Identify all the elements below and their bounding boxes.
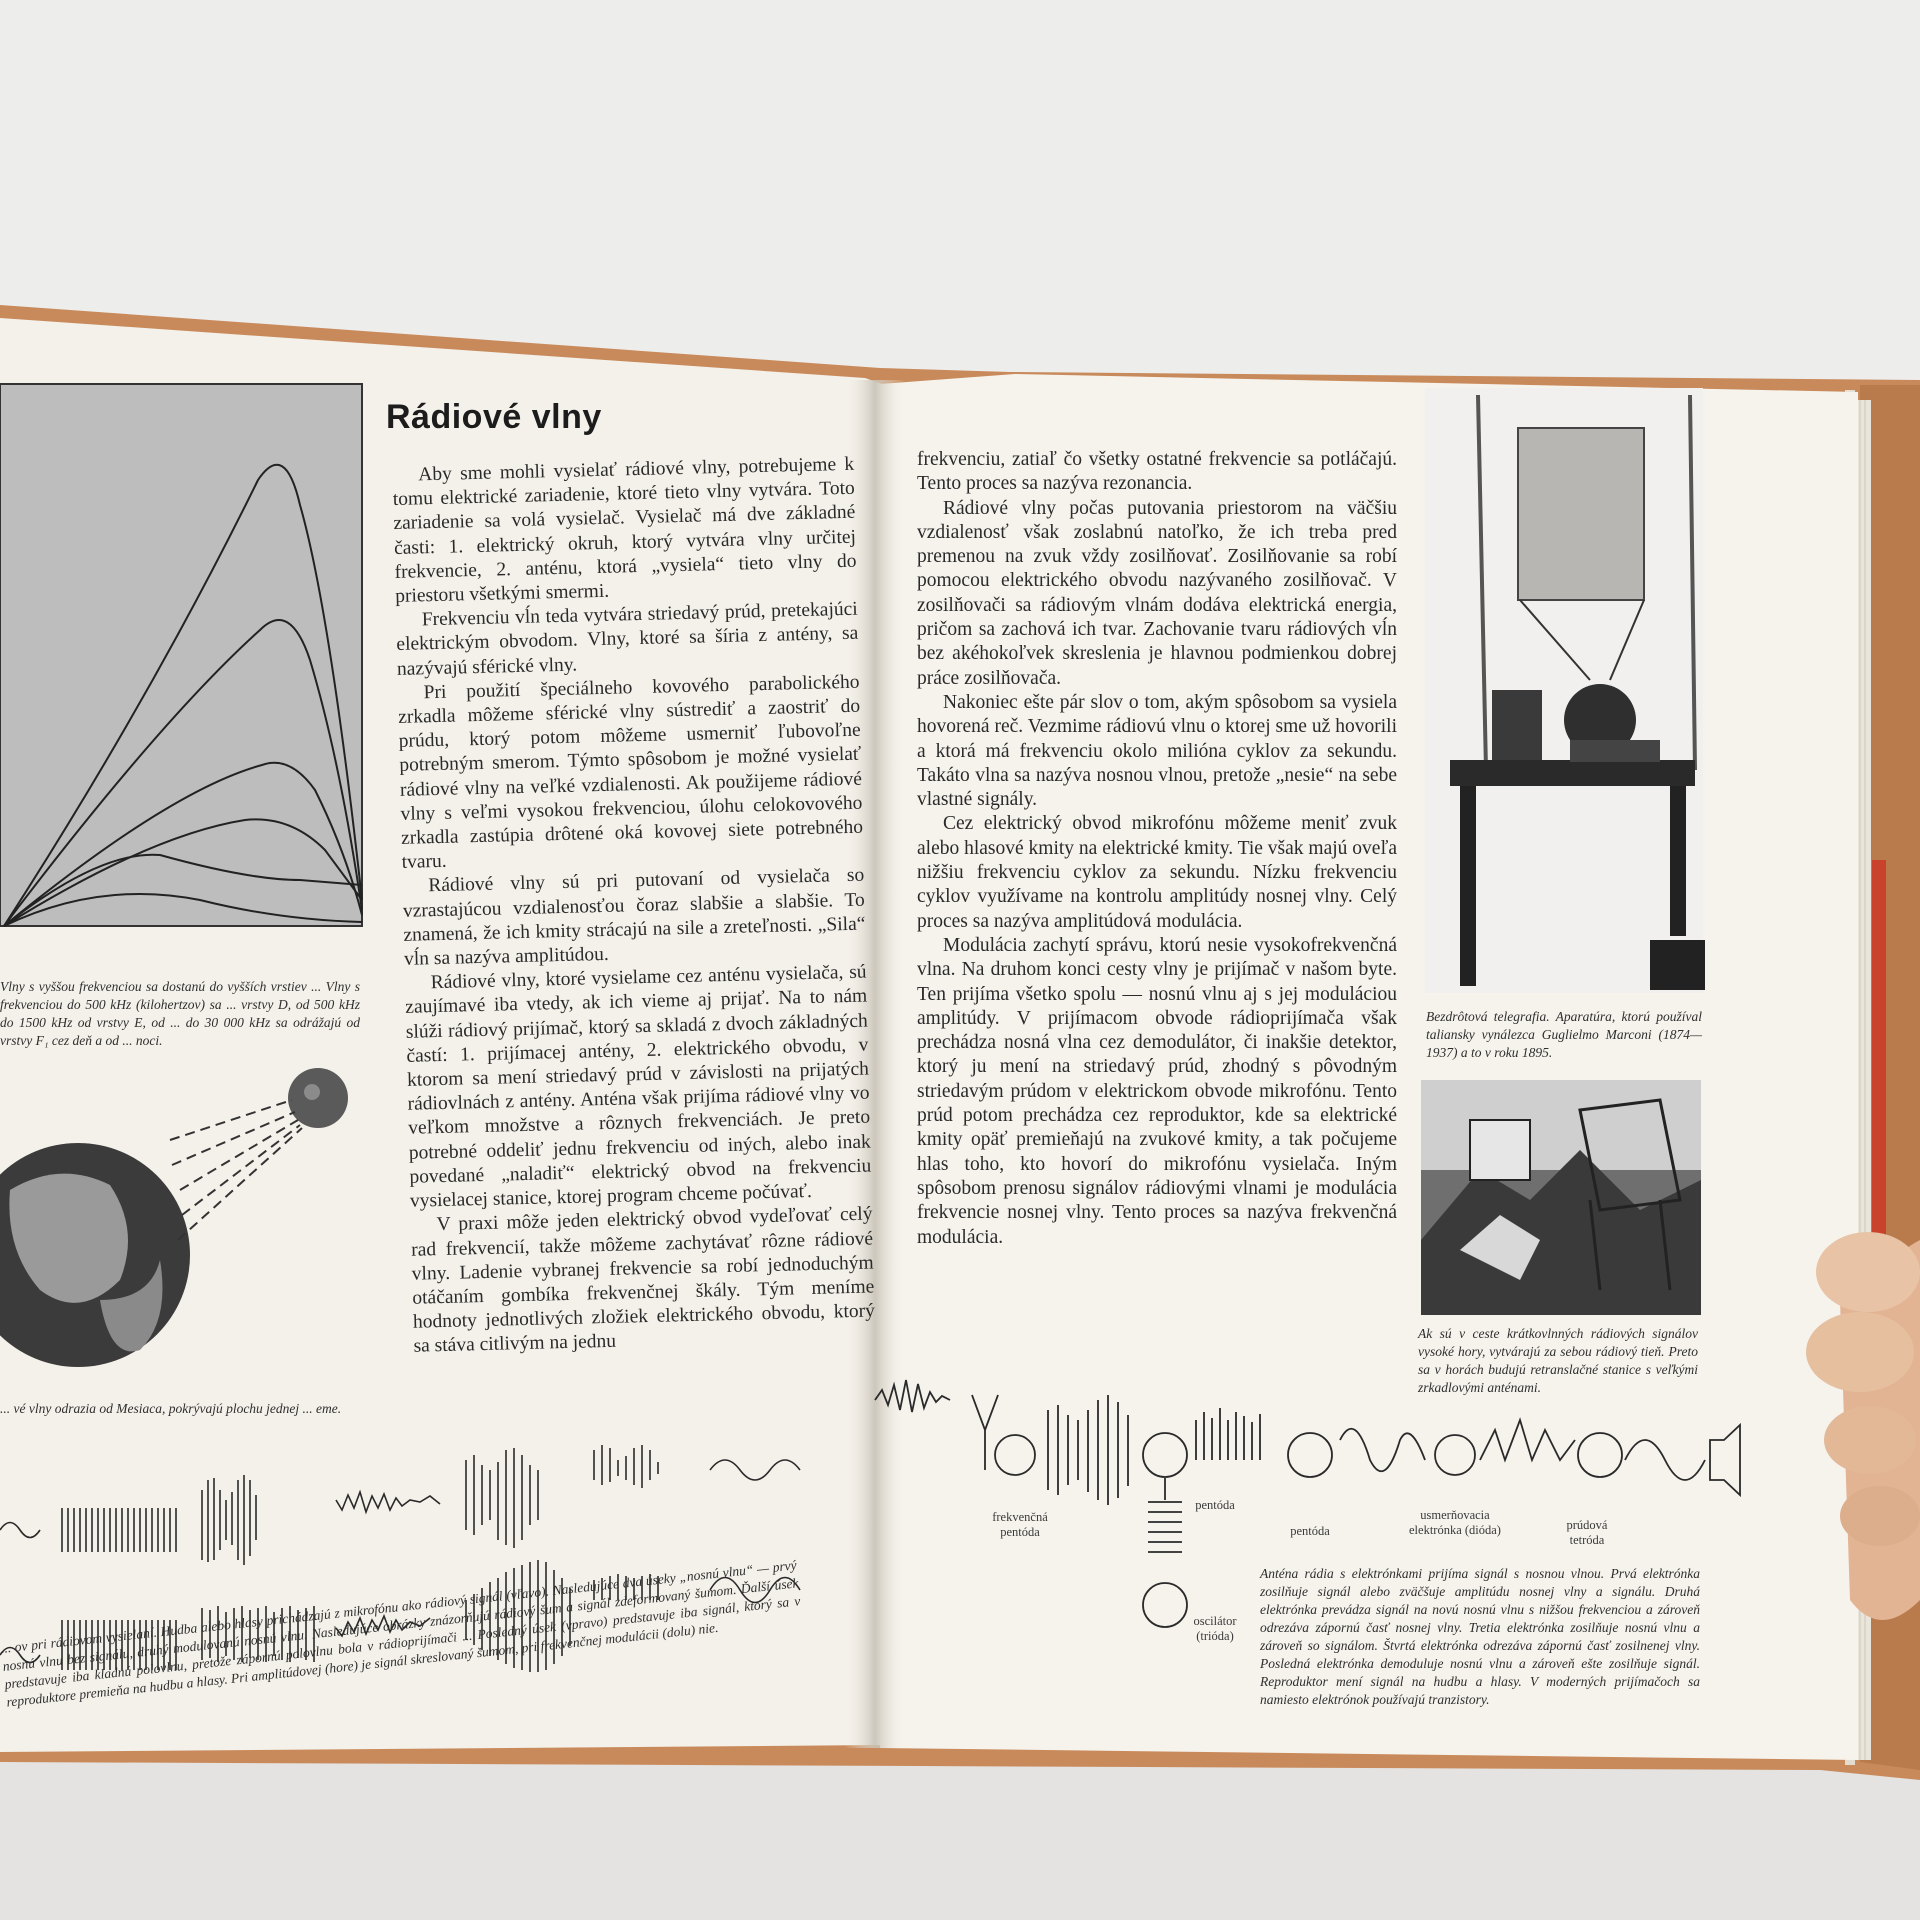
tower-caption: Ak sú v ceste krátkovlnných rádiových signálov vysoké hory, vytvárajú za sebou rádiový tieň. Preto sa v horách budujú retranslačné stanice s veľkými zrkadlovými anténami. [1418, 1326, 1698, 1395]
section-heading: Rádiové vlny [386, 398, 602, 436]
modulation-caption: ... ov pri rádiovom vysielaní. Hudba alebo hlasy prichádzajú z mikrofónu ako rádiový signál (vľavo). Nasledujúce dva úseky „nosnú vlnu“ — prvý nosnú vlnu bez signálu, druhý modulovanú nosnú vlnu. Nasledujúce obrázky znázorňujú rádiový šum a signál zdeformovaný šumom. Ďalší úsek predstavuje iba kladnú polovlnu, pretože zápornú polovlnu bola v rádioprijímači ... Posledný úsek (vpravo) predstavuje iba signál, ktorý sa v reproduktore premieňa na hudbu a hlasy. Pri amplitúdovej (hore) je signál skreslovaný šumom, pri frekvenčnej modulácii (dolu) nie. [0, 1557, 802, 1710]
label-usmernovacia-elektronka: usmerňovacia elektrónka (dióda) [1409, 1508, 1501, 1537]
paragraph: Rádiové vlny počas putovania priestorom na väčšiu vzdialenosť však zoslabnú natoľko, že ich treba pred premenou na zvuk vždy zosilňovať. Zosilňovanie sa robí pomocou elektrického obvodu nazývaného zosilňovač. V zosilňovači sa rádiovým vlnám dodáva elektrická energia, pričom sa zachová ich tvar. Zachovanie tvaru rádiových vĺn bez akéhokoľvek skreslenia je hlavnou podmienkou dobrej práce zosilňovača. [917, 497, 1397, 689]
paragraph: Rádiové vlny sú pri putovaní od vysielača so vzrastajúcou vzdialenosťou čoraz slabšie a slabšie. To znamená, že ich kmity strácajú na sile a zreteľnosti. „Sila“ vĺn sa nazýva amplitúdou. [402, 865, 866, 970]
paragraph: Nakoniec ešte pár slov o tom, akým spôsobom sa vysiela hovorená reč. Vezmime rádiovú vlnu o ktorej sme už hovorili a ktorá má frekvenciu okolo milióna cyklov za sekundu. Takáto vlna sa nazýva nosnou vlnou, pretože „nesie“ na sebe vlastné signály. [917, 691, 1397, 811]
paragraph: Modulácia zachytí správu, ktorú nesie vysokofrekvenčná vlna. Na druhom konci cesty vlny je prijímač v našom byte. Ten prijíma všetko spolu — nosnú vlnu aj s jej moduláciou amplitúdy. V prijímacom obvode rádioprijímača však prechádza nosná vlna cez demodulátor, či inakšie detektor, ktorý ju mení na striedavý prúd, zhodný s pôvodným striedavým prúdom v elektrickom obvode mikrofónu. Tento prúd potom prechádza cez reproduktor, kde sa elektrické kmity opäť premieňajú na zvukové kmity, a tak počujeme hlas toho, kto hovorí do mikrofónu vysielača. Iným spôsobom prenosu signálov rádiovými vlnami je modulácia frekvencie nosnej vlny. Tento proces sa nazýva frekvenčná modulácia. [917, 934, 1397, 1248]
mountain-relay-station-photo [1421, 1080, 1701, 1315]
marconi-telegraph-photo [1425, 388, 1705, 993]
ionosphere-caption: Vlny s vyššou frekvenciou sa dostanú do vyšších vrstiev ... Vlny s frekvenciou do 500 kHz (kilohertzov) sa ... vrstvy D, od 500 kHz do 1500 kHz od vrstvy E, od ... do 30 000 kHz sa odrážajú od vrstvy F₁ cez deň a od ... noci. [0, 979, 360, 1048]
receiver-caption: Anténa rádia s elektrónkami prijíma signál s nosnou vlnou. Prvá elektrónka zosilňuje signál alebo zväčšuje amplitúdu nosnej vlny a signálu. Druhá elektrónka prevádza signál na novú nosnú vlnu s nižšou frekvenciou a zároveň odrezáva zápornú časť nosnej vlny. Tretia elektrónka zosilňuje nosnú vlnu a zároveň so signálom. Štvrtá elektrónka odrezáva zápornú časť zosilnenej vlny. Posledná elektrónka demoduluje nosnú vlnu a zároveň ešte zosilňuje signál. Reproduktor mení signál na hudbu a hlasy. V moderných prijímačoch sa namiesto elektrónok používajú tranzistory. [1260, 1566, 1700, 1707]
right-page-text [917, 448, 1397, 1250]
table-surface [0, 1760, 1920, 1920]
paragraph: V praxi môže jeden elektrický obvod vydeľovať celý rad frekvencií, takže môžeme zachytávať rôzne rádiové vlny. Ladenie vybranej frekvencie sa robí jednoduchým otáčaním gombíka frekvenčnej škály. Tým meníme hodnoty jednotlivých zložiek elektrického obvodu, ktorý sa stáva citlivým na jednu [410, 1203, 876, 1358]
label-prudova-tetroda: prúdová tetróda [1566, 1518, 1608, 1547]
paragraph: Rádiové vlny, ktoré vysielame cez anténu vysielača, sú zaujímavé iba vtedy, ak ich vieme aj prijať. Na to nám slúži rádiový prijímač, ktorý sa skladá z dvoch základných častí: 1. prijímacej antény, 2. elektrického obvodu, v ktorom sa mení striedavý prúd v závislosti na prijatých rádiovlnách z antény. Anténa však prijíma rádiové vlny vo veľkom množstve a rôznych frekvenciách. Je preto potrebné oddeliť jednu frekvenciu od iných, alebo inak povedané „naladiť“ elektrický obvod na frekvenciu vysielacej stanice, ktorej program chceme počúvať. [405, 961, 872, 1212]
ionosphere-diagram [0, 384, 362, 926]
paragraph: Pri použití špeciálneho kovového parabolického zrkadla môžeme sférické vlny sústrediť a zaostriť do prúdu, ktorý potom môžeme usmerniť ľubovoľne potrebným smerom. Týmto spôsobom je možné vysielať rádiové vlny na veľké vzdialenosti. Ak použijeme rádiové vlny s veľmi vysokou frekvenciou, úlohu celokovového zrkadla zastúpia drôtené oká kovovej siete potrebného tvaru. [397, 671, 864, 874]
label-oscilator: oscilátor (trióda) [1193, 1614, 1237, 1643]
label-frekvencna-pentoda: frekvenčná pentóda [992, 1510, 1048, 1539]
telegraph-caption: Bezdrôtová telegrafia. Aparatúra, ktorú používal taliansky vynálezca Guglielmo Marconi (1874—1937) a to v roku 1895. [1426, 1009, 1702, 1060]
left-page-text [392, 453, 876, 1360]
paragraph: Cez elektrický obvod mikrofónu môžeme meniť zvuk alebo hlasové kmity na elektrické kmity. Tie však majú oveľa nižšiu frekvenciu cyklov za sekundu. Nízku frekvenciu cyklov využívame na kontrolu amplitúdy nosnej vlny. Celý proces sa nazýva amplitúdová modulácia. [917, 813, 1397, 932]
label-pentoda: pentóda [1195, 1498, 1235, 1512]
paragraph: frekvenciu, zatiaľ čo všetky ostatné frekvencie sa potláčajú. Tento proces sa nazýva rezonancia. [917, 449, 1397, 495]
label-pentoda: pentóda [1290, 1524, 1330, 1538]
paragraph: Frekvenciu vĺn teda vytvára striedavý prúd, pretekajúci elektrickým obvodom. Vlny, ktoré sa šíria z antény, sa nazývajú sférické vlny. [396, 598, 859, 680]
paragraph: Aby sme mohli vysielať rádiové vlny, potrebujeme k tomu elektrické zariadenie, ktoré tieto vlny vytvára. Toto zariadenie sa volá vysielač. Vysielač má dve základné časti: 1. elektrický okruh, ktorý vytvára vlny určitej frekvencie, 2. anténu, ktorá „vysiela“ tieto vlny do priestoru všetkými smermi. [392, 453, 857, 607]
moon-caption: ... vé vlny odrazia od Mesiaca, pokrývajú plochu jednej ... eme. [0, 1401, 342, 1416]
